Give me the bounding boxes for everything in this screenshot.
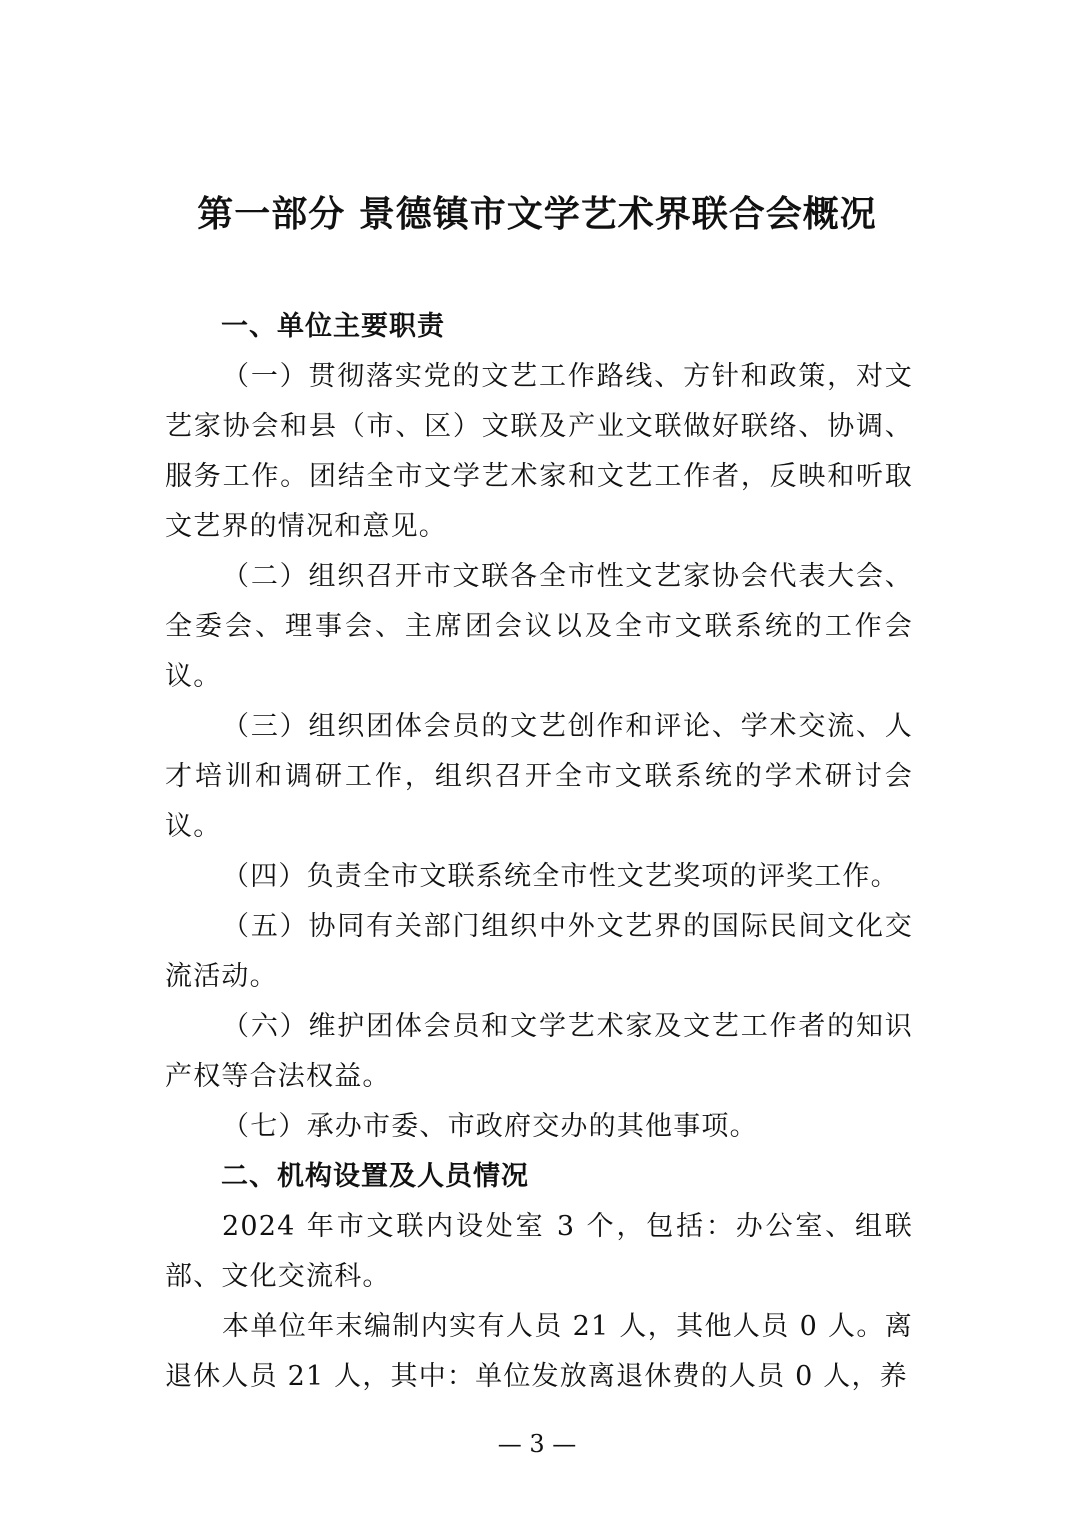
page-title: 第一部分 景德镇市文学艺术界联合会概况 — [197, 194, 877, 235]
paragraph: （七）承办市委、市政府交办的其他事项。 — [222, 1111, 758, 1142]
paragraph: （四）负责全市文联系统全市性文艺奖项的评奖工作。 — [222, 861, 899, 892]
paragraph: （六）维护团体会员和文学艺术家及文艺工作者的知识产权等合法权益。 — [165, 1011, 913, 1092]
paragraph: 本单位年末编制内实有人员 21 人，其他人员 0 人。离退休人员 21 人，其中：单位发放离退休费的人员 0 人，养 — [165, 1311, 913, 1392]
section-heading: 二、机构设置及人员情况 — [221, 1161, 529, 1192]
document-body — [165, 302, 913, 1402]
paragraph: （二）组织召开市文联各全市性文艺家协会代表大会、全委会、理事会、主席团会议以及全市文联系统的工作会议。 — [165, 561, 913, 692]
paragraph: 2024 年市文联内设处室 3 个，包括：办公室、组联部、文化交流科。 — [165, 1211, 913, 1292]
paragraph: （五）协同有关部门组织中外文艺界的国际民间文化交流活动。 — [165, 911, 913, 992]
paragraph: （一）贯彻落实党的文艺工作路线、方针和政策，对文艺家协会和县（市、区）文联及产业文联做好联络、协调、服务工作。团结全市文学艺术家和文艺工作者，反映和听取文艺界的情况和意见。 — [165, 361, 913, 542]
page-number: — 3 — — [497, 1430, 577, 1458]
section-heading: 一、单位主要职责 — [221, 311, 445, 342]
paragraph: （三）组织团体会员的文艺创作和评论、学术交流、人才培训和调研工作，组织召开全市文联系统的学术研讨会议。 — [165, 711, 913, 842]
